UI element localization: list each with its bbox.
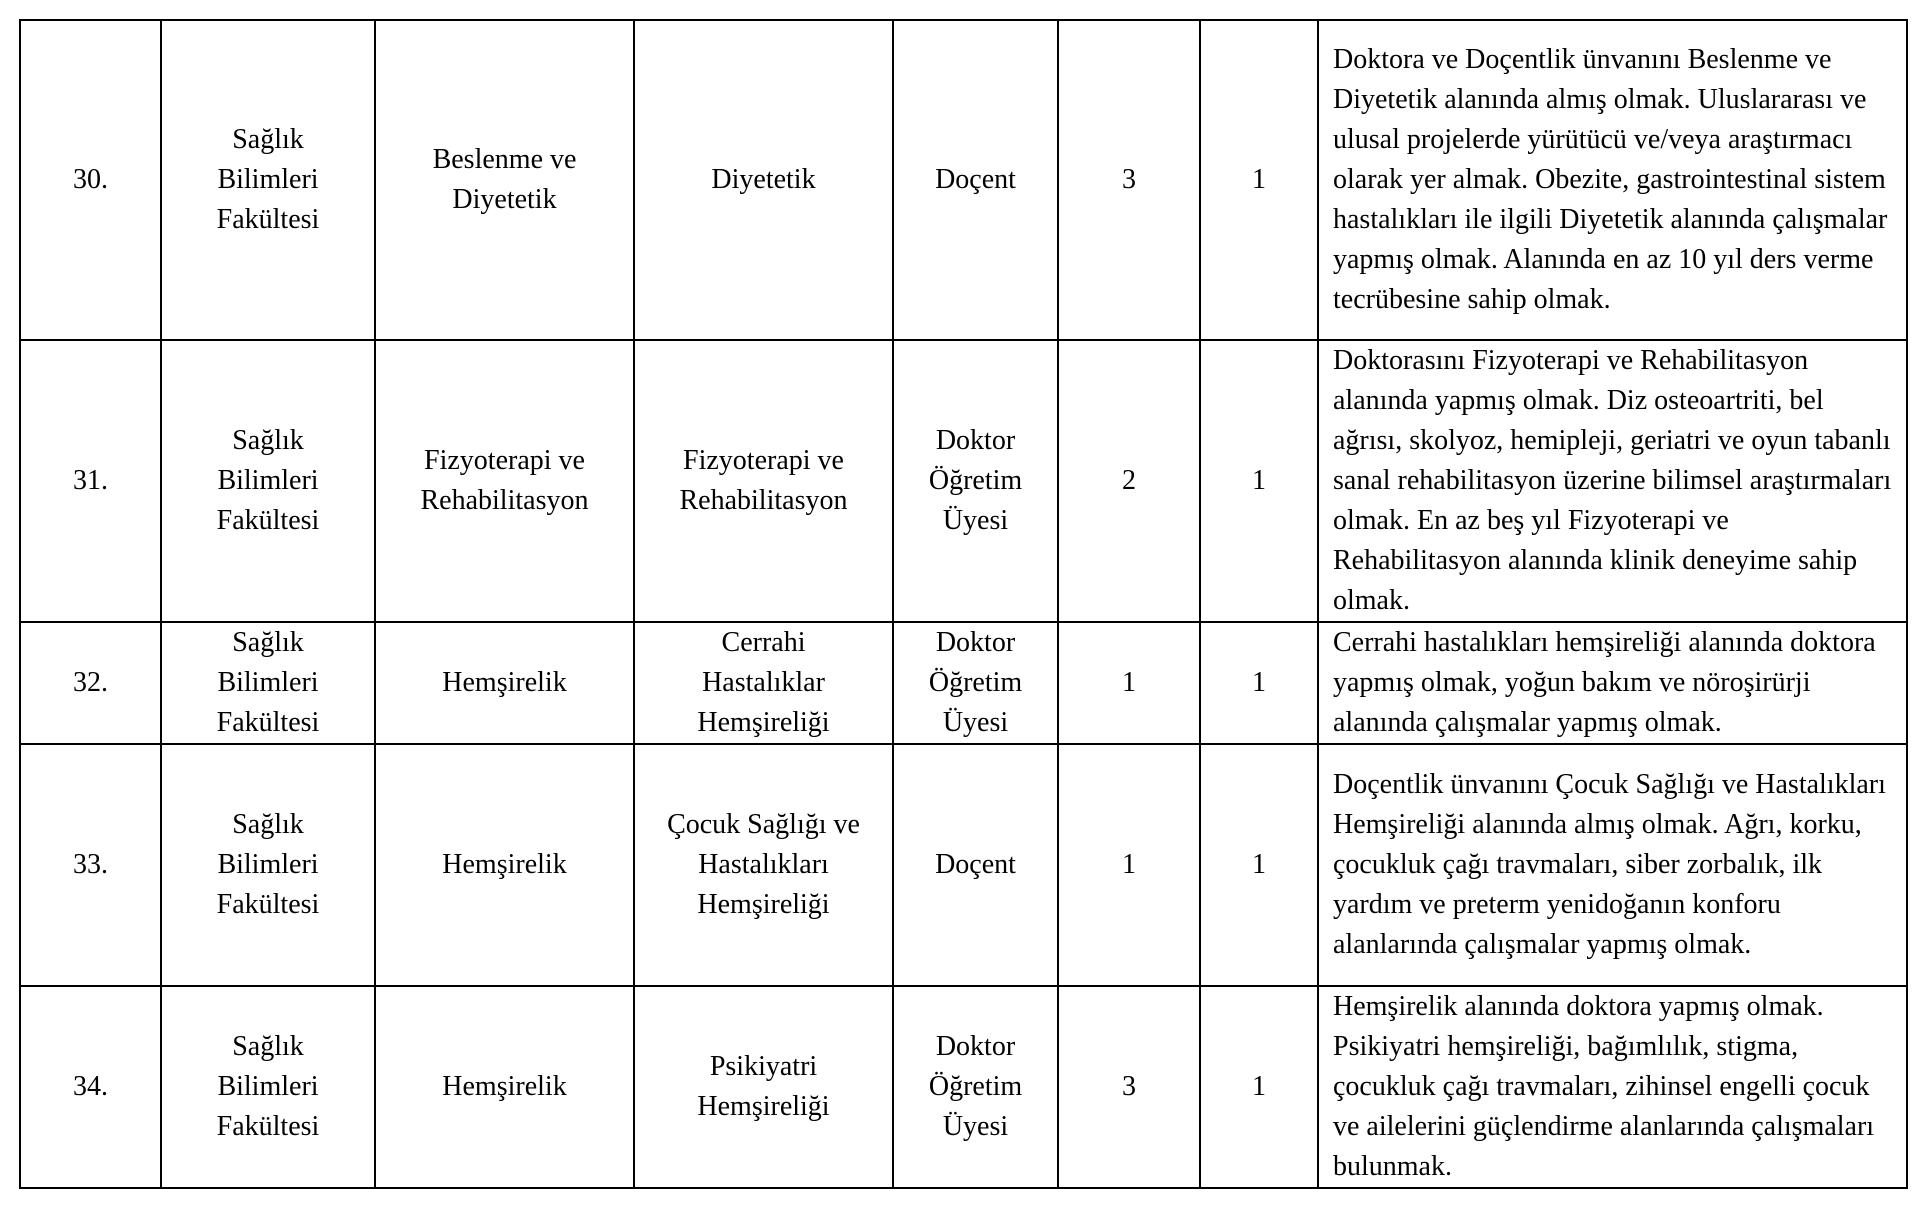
title-cell: Doçent (893, 20, 1058, 340)
position-table (19, 19, 1908, 1189)
requirements-cell: Hemşirelik alanında doktora yapmış olmak. Psikiyatri hemşireliği, bağımlılık, stigma, çocukluk çağı travmaları, zihinsel engelli çocuk ve ailelerini güçlendirme alanlarında çalışmaları bulunmak. (1318, 986, 1907, 1188)
program-cell: Cerrahi Hastalıklar Hemşireliği (634, 622, 893, 744)
count-cell: 1 (1200, 20, 1318, 340)
department-cell: Fizyoterapi ve Rehabilitasyon (375, 340, 634, 622)
title-cell: Doktor Öğretim Üyesi (893, 622, 1058, 744)
department-cell: Hemşirelik (375, 622, 634, 744)
count-cell: 1 (1200, 986, 1318, 1188)
row-number: 34. (20, 986, 161, 1188)
faculty-cell: Sağlık Bilimleri Fakültesi (161, 986, 375, 1188)
table-row (20, 744, 1907, 986)
count-cell: 1 (1200, 340, 1318, 622)
title-cell: Doçent (893, 744, 1058, 986)
row-number: 30. (20, 20, 161, 340)
count-cell: 1 (1200, 622, 1318, 744)
table-row (20, 20, 1907, 340)
table-row (20, 622, 1907, 744)
degree-cell: 3 (1058, 20, 1200, 340)
requirements-cell: Doçentlik ünvanını Çocuk Sağlığı ve Hastalıkları Hemşireliği alanında almış olmak. Ağrı, korku, çocukluk çağı travmaları, siber zorbalık, ilk yardım ve preterm yenidoğanın konforu alanlarında çalışmalar yapmış olmak. (1318, 744, 1907, 986)
faculty-cell: Sağlık Bilimleri Fakültesi (161, 744, 375, 986)
program-cell: Diyetetik (634, 20, 893, 340)
requirements-cell: Doktorasını Fizyoterapi ve Rehabilitasyon alanında yapmış olmak. Diz osteoartriti, bel ağrısı, skolyoz, hemipleji, geriatri ve oyun tabanlı sanal rehabilitasyon üzerine bilimsel araştırmaları olmak. En az beş yıl Fizyoterapi ve Rehabilitasyon alanında klinik deneyime sahip olmak. (1318, 340, 1907, 622)
department-cell: Hemşirelik (375, 744, 634, 986)
faculty-cell: Sağlık Bilimleri Fakültesi (161, 20, 375, 340)
requirements-cell: Doktora ve Doçentlik ünvanını Beslenme ve Diyetetik alanında almış olmak. Uluslararası ve ulusal projelerde yürütücü ve/veya araştırmacı olarak yer almak. Obezite, gastrointestinal sistem hastalıkları ile ilgili Diyetetik alanında çalışmalar yapmış olmak. Alanında en az 10 yıl ders verme tecrübesine sahip olmak. (1318, 20, 1907, 340)
table-row (20, 986, 1907, 1188)
table-row (20, 340, 1907, 622)
count-cell: 1 (1200, 744, 1318, 986)
requirements-cell: Cerrahi hastalıkları hemşireliği alanında doktora yapmış olmak, yoğun bakım ve nöroşirürji alanında çalışmalar yapmış olmak. (1318, 622, 1907, 744)
degree-cell: 1 (1058, 744, 1200, 986)
faculty-cell: Sağlık Bilimleri Fakültesi (161, 340, 375, 622)
degree-cell: 1 (1058, 622, 1200, 744)
row-number: 31. (20, 340, 161, 622)
faculty-cell: Sağlık Bilimleri Fakültesi (161, 622, 375, 744)
degree-cell: 3 (1058, 986, 1200, 1188)
row-number: 32. (20, 622, 161, 744)
program-cell: Çocuk Sağlığı ve Hastalıkları Hemşireliği (634, 744, 893, 986)
row-number: 33. (20, 744, 161, 986)
title-cell: Doktor Öğretim Üyesi (893, 986, 1058, 1188)
program-cell: Psikiyatri Hemşireliği (634, 986, 893, 1188)
program-cell: Fizyoterapi ve Rehabilitasyon (634, 340, 893, 622)
degree-cell: 2 (1058, 340, 1200, 622)
title-cell: Doktor Öğretim Üyesi (893, 340, 1058, 622)
department-cell: Beslenme ve Diyetetik (375, 20, 634, 340)
department-cell: Hemşirelik (375, 986, 634, 1188)
